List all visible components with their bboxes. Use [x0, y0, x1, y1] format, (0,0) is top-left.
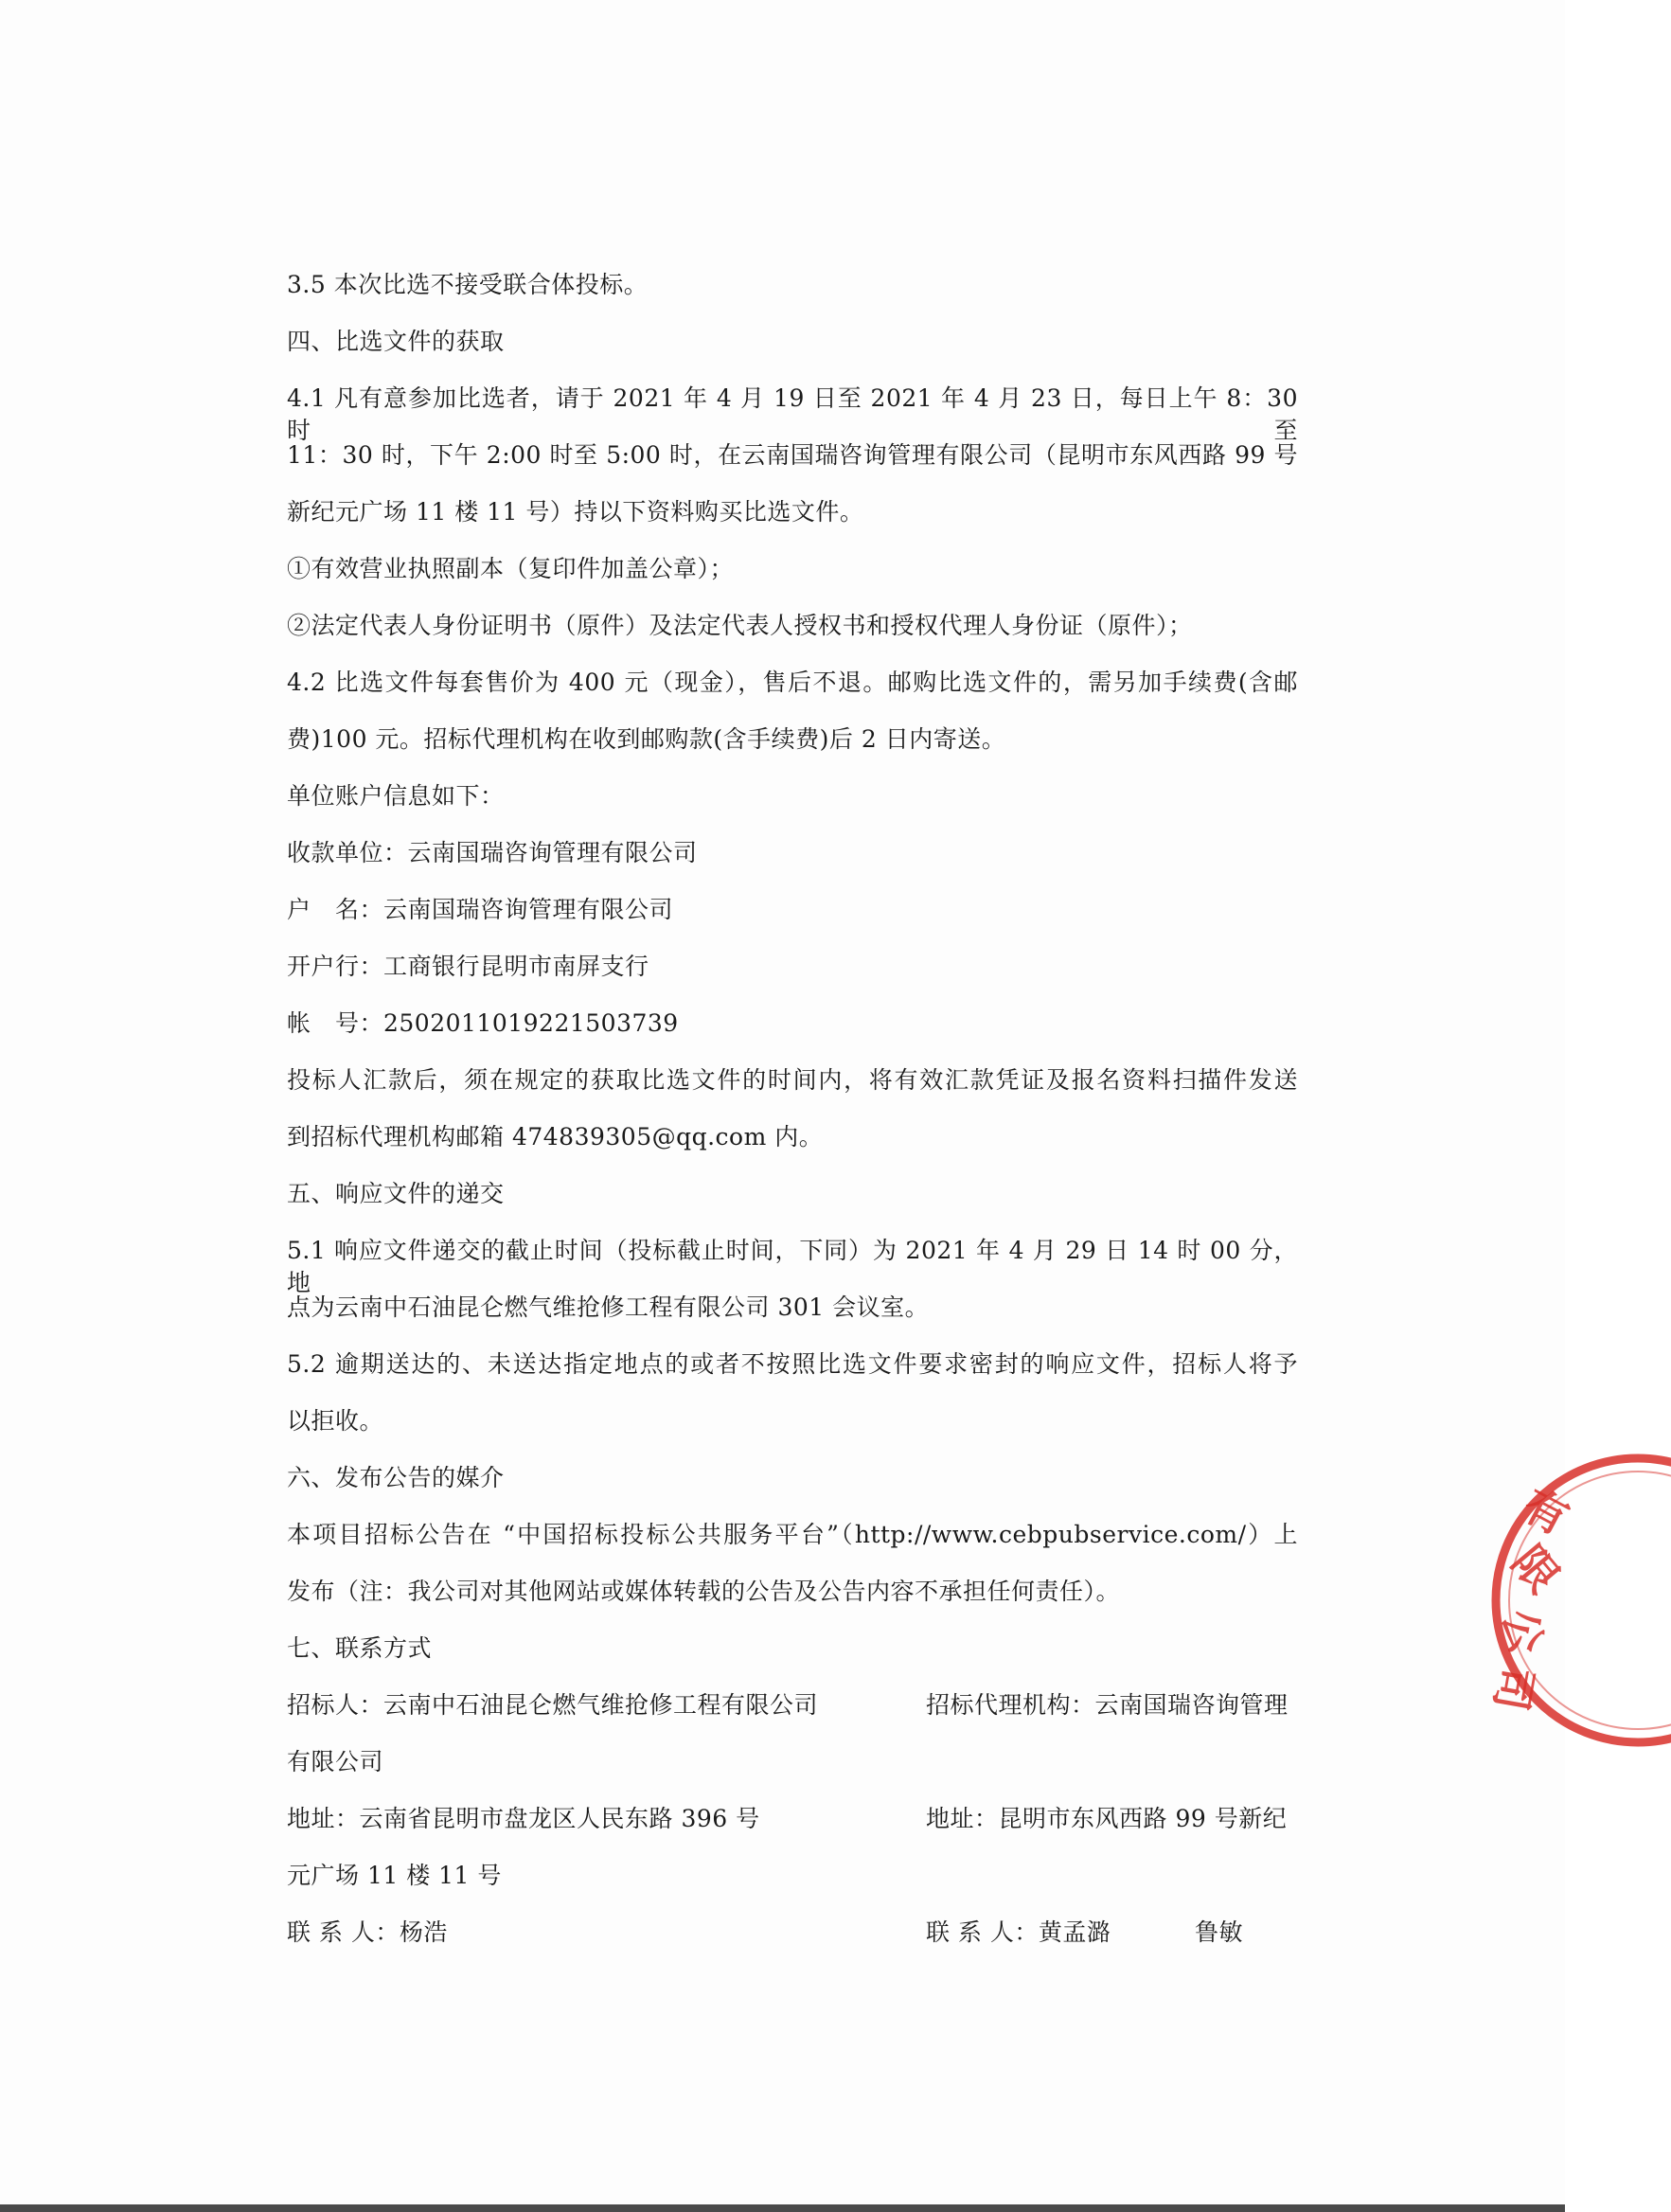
company-seal-stamp — [1482, 1439, 1671, 1761]
requirement-1: ①有效营业执照副本（复印件加盖公章）； — [287, 555, 735, 582]
clause-4-1-line-2: 11：30 时，下午 2:00 时至 5:00 时，在云南国瑞咨询管理有限公司（昆明市东风西路 99 号 — [287, 441, 1298, 469]
account-bank: 开户行：工商银行昆明市南屏支行 — [287, 953, 649, 980]
clause-3-5: 3.5 本次比选不接受联合体投标。 — [287, 271, 649, 298]
agent-contact-person-2: 鲁敏 — [1195, 1918, 1244, 1946]
section-4-heading: 四、比选文件的获取 — [287, 328, 505, 355]
svg-text:有: 有 — [1514, 1479, 1577, 1545]
clause-6-line-1: 本项目招标公告在 “中国招标投标公共服务平台”（http://www.cebpubservice.com/）上 — [287, 1521, 1298, 1548]
svg-text:限: 限 — [1502, 1536, 1570, 1603]
section-7-heading: 七、联系方式 — [287, 1634, 433, 1662]
requirement-2: ②法定代表人身份证明书（原件）及法定代表人授权书和授权代理人身份证（原件）； — [287, 612, 1193, 639]
clause-4-2-line-1: 4.2 比选文件每套售价为 400 元（现金），售后不退。邮购比选文件的，需另加手续费(含邮 — [287, 669, 1298, 696]
agent-name-continued: 有限公司 — [287, 1748, 384, 1775]
tenderer-contact-person: 联 系 人：杨浩 — [287, 1918, 448, 1946]
agent-address-continued: 元广场 11 楼 11 号 — [287, 1862, 502, 1889]
svg-text:司: 司 — [1484, 1663, 1543, 1715]
account-info-heading: 单位账户信息如下： — [287, 782, 505, 810]
section-6-heading: 六、发布公告的媒介 — [287, 1464, 505, 1491]
account-name: 户 名：云南国瑞咨询管理有限公司 — [287, 896, 674, 923]
tenderer-name: 招标人：云南中石油昆仑燃气维抢修工程有限公司 — [287, 1691, 819, 1719]
agent-address: 地址：昆明市东风西路 99 号新纪 — [926, 1805, 1288, 1832]
agent-name: 招标代理机构：云南国瑞咨询管理 — [926, 1691, 1289, 1719]
svg-text:公: 公 — [1492, 1603, 1554, 1660]
account-payee: 收款单位：云南国瑞咨询管理有限公司 — [287, 839, 698, 866]
remittance-note-line-1: 投标人汇款后，须在规定的获取比选文件的时间内，将有效汇款凭证及报名资料扫描件发送 — [287, 1066, 1298, 1094]
clause-6-line-2: 发布（注：我公司对其他网站或媒体转载的公告及公告内容不承担任何责任）。 — [287, 1578, 1121, 1605]
clause-4-1-line-1: 4.1 凡有意参加比选者，请于 2021 年 4 月 19 日至 2021 年 4 月 23 日，每日上午 8：30 时至 — [287, 384, 1298, 444]
clause-5-1-line-1: 5.1 响应文件递交的截止时间（投标截止时间，下同）为 2021 年 4 月 29 日 14 时 00 分，地 — [287, 1237, 1298, 1296]
clause-5-1-line-2: 点为云南中石油昆仑燃气维抢修工程有限公司 301 会议室。 — [287, 1293, 930, 1321]
clause-5-2-line-2: 以拒收。 — [287, 1407, 384, 1435]
tenderer-address: 地址：云南省昆明市盘龙区人民东路 396 号 — [287, 1805, 760, 1832]
section-5-heading: 五、响应文件的递交 — [287, 1180, 505, 1207]
account-number: 帐 号：2502011019221503739 — [287, 1009, 679, 1037]
clause-5-2-line-1: 5.2 逾期送达的、未送达指定地点的或者不按照比选文件要求密封的响应文件，招标人将予 — [287, 1350, 1298, 1378]
clause-4-1-line-3: 新纪元广场 11 楼 11 号）持以下资料购买比选文件。 — [287, 498, 864, 526]
remittance-note-line-2: 到招标代理机构邮箱 474839305@qq.com 内。 — [287, 1123, 824, 1151]
agent-contact-person: 联 系 人：黄孟潞 — [926, 1918, 1111, 1946]
scan-edge-bar — [0, 2204, 1565, 2212]
clause-4-2-line-2: 费)100 元。招标代理机构在收到邮购款(含手续费)后 2 日内寄送。 — [287, 725, 1006, 753]
